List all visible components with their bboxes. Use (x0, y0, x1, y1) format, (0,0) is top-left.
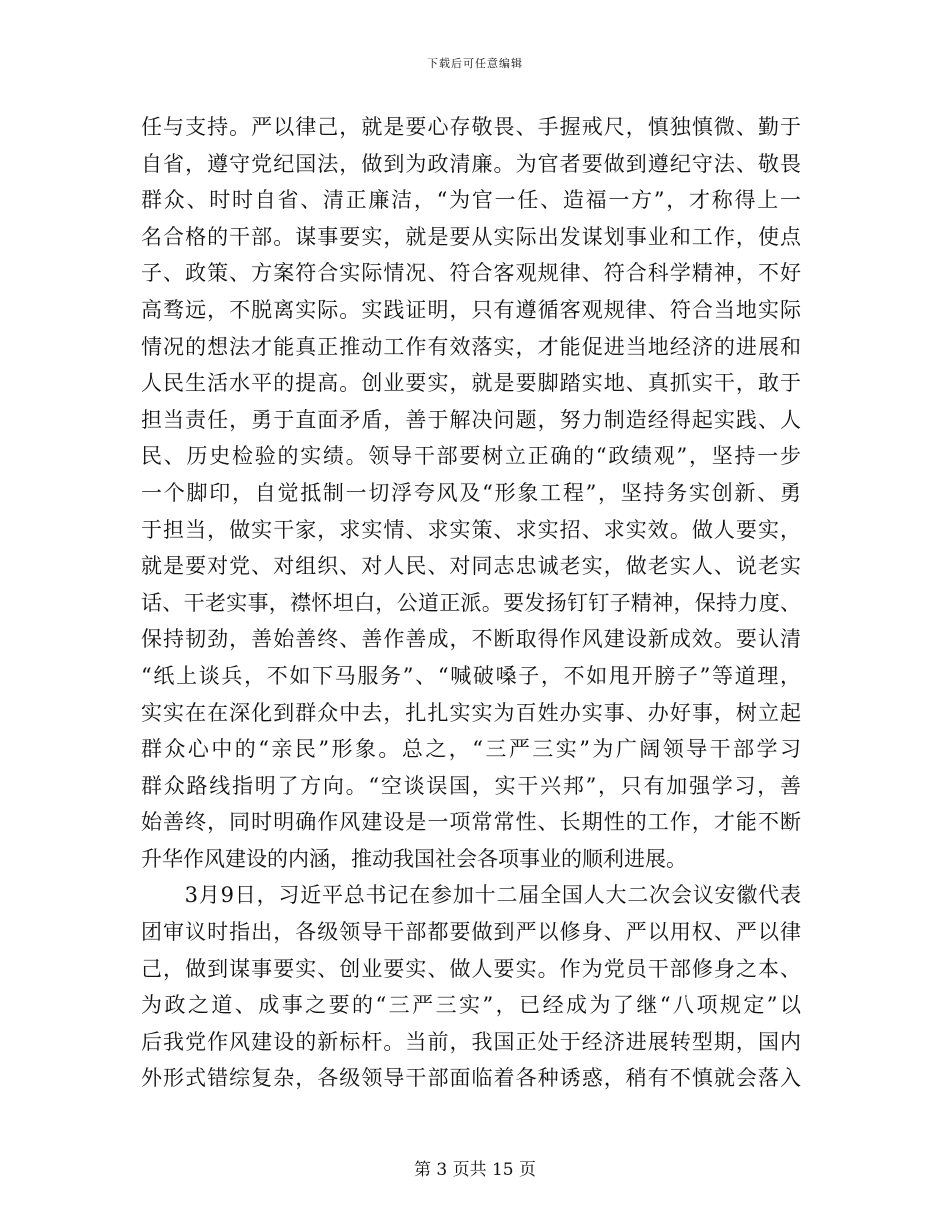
text-line: 人民生活水平的提高。创业要实，就是要脚踏实地、真抓实干，敢于 (141, 371, 801, 396)
document-body (141, 109, 801, 1097)
text-line: 团审议时指出，各级领导干部都要做到严以修身、严以用权、严以律 (141, 920, 801, 945)
text-line: 群众、时时自省、清正廉洁，“为官一任、造福一方”，才称得上一 (141, 188, 801, 213)
text-line: 群众心中的“亲民”形象。总之，“三严三实”为广阔领导干部学习 (141, 737, 801, 762)
text-line: 情况的想法才能真正推动工作有效落实，才能促进当地经济的进展和 (141, 334, 801, 359)
text-line: 实实在在深化到群众中去，扎扎实实为百姓办实事、办好事，树立起 (141, 700, 801, 725)
text-line: 保持韧劲，善始善终、善作善成，不断取得作风建设新成效。要认清 (141, 627, 801, 652)
text-line: 于担当，做实干家，求实情、求实策、求实招、求实效。做人要实， (141, 517, 801, 542)
text-line: 高骛远，不脱离实际。实践证明，只有遵循客观规律、符合当地实际 (141, 297, 801, 322)
text-line: 担当责任，勇于直面矛盾，善于解决问题，努力制造经得起实践、人 (141, 407, 801, 432)
text-line: 话、干老实事，襟怀坦白，公道正派。要发扬钉钉子精神，保持力度、 (141, 590, 801, 615)
text-line: 始善终，同时明确作风建设是一项常常性、长期性的工作，才能不断 (141, 810, 801, 835)
text-line: 外形式错综复杂，各级领导干部面临着各种诱惑，稍有不慎就会落入 (141, 1066, 801, 1091)
text-line: 群众路线指明了方向。“空谈误国，实干兴邦”，只有加强学习，善 (141, 773, 801, 798)
text-line: 就是要对党、对组织、对人民、对同志忠诚老实，做老实人、说老实 (141, 554, 801, 579)
text-line-paragraph-start: 3月9日，习近平总书记在参加十二届全国人大二次会议安徽代表 (141, 883, 801, 908)
page-number: 第 3 页共 15 页 (413, 1160, 537, 1180)
text-line: 为政之道、成事之要的“三严三实”，已经成为了继“八项规定”以 (141, 993, 801, 1018)
text-line-paragraph-end: 升华作风建设的内涵，推动我国社会各项事业的顺利进展。 (141, 846, 687, 871)
text-line: 己，做到谋事要实、创业要实、做人要实。作为党员干部修身之本、 (141, 956, 801, 981)
text-line: 子、政策、方案符合实际情况、符合客观规律、符合科学精神，不好 (141, 261, 801, 286)
text-line: 一个脚印，自觉抵制一切浮夸风及“形象工程”，坚持务实创新、勇 (141, 480, 801, 505)
page-header-note: 下载后可任意编辑 (427, 57, 523, 70)
text-line: 民、历史检验的实绩。领导干部要树立正确的“政绩观”，坚持一步 (141, 444, 801, 469)
text-line: “纸上谈兵，不如下马服务”、“喊破嗓子，不如甩开膀子”等道理， (141, 663, 801, 688)
text-line: 自省，遵守党纪国法，做到为政清廉。为官者要做到遵纪守法、敬畏 (141, 151, 801, 176)
text-line: 任与支持。严以律己，就是要心存敬畏、手握戒尺，慎独慎微、勤于 (141, 115, 801, 139)
text-line: 名合格的干部。谋事要实，就是要从实际出发谋划事业和工作，使点 (141, 224, 801, 249)
text-line: 后我党作风建设的新标杆。当前，我国正处于经济进展转型期，国内 (141, 1029, 801, 1054)
